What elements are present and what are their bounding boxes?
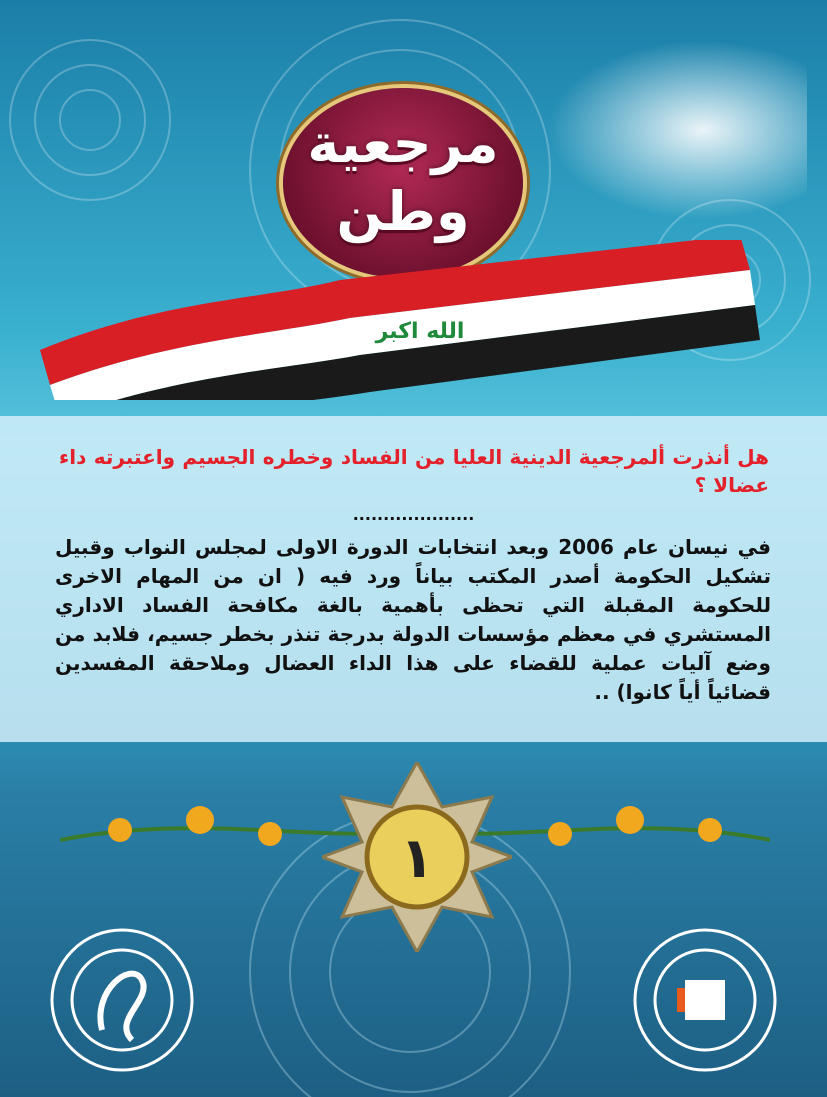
badge-number: ١ bbox=[399, 826, 435, 891]
calligraphy-emblem bbox=[42, 920, 202, 1080]
title-line-2: وطن bbox=[336, 180, 470, 243]
flag-takbir-text: الله اكبر bbox=[375, 319, 465, 344]
body-paragraph: في نيسان عام 2006 وبعد انتخابات الدورة الاولى لمجلس النواب وقبيل تشكيل الحكومة أصدر المكتب بياناً ورد فيه ( ان من المهام الاخرى للحكومة المقبلة التي تحظى بأهمية بالغة مكافحة الفساد الاداري المستشري في معظم مؤسسات الدولة بدرجة تنذر بخطر جسيم، فلابد من وضع آليات عملية للقضاء على هذا الداء العضال وملاحقة المفسدين قضائياً أياً كانوا) .. bbox=[55, 535, 772, 704]
separator-dots: .................... bbox=[352, 505, 475, 524]
iraqi-flag-ribbon bbox=[40, 240, 760, 400]
number-medallion bbox=[322, 762, 512, 952]
clouds bbox=[547, 40, 807, 220]
title-line-1: مرجعية bbox=[307, 112, 499, 175]
question-heading: هل أنذرت ألمرجعية الدينية العليا من الفساد وخطره الجسيم واعتبرته داء عضالا ؟ bbox=[59, 445, 769, 497]
institution-logo bbox=[625, 920, 785, 1080]
